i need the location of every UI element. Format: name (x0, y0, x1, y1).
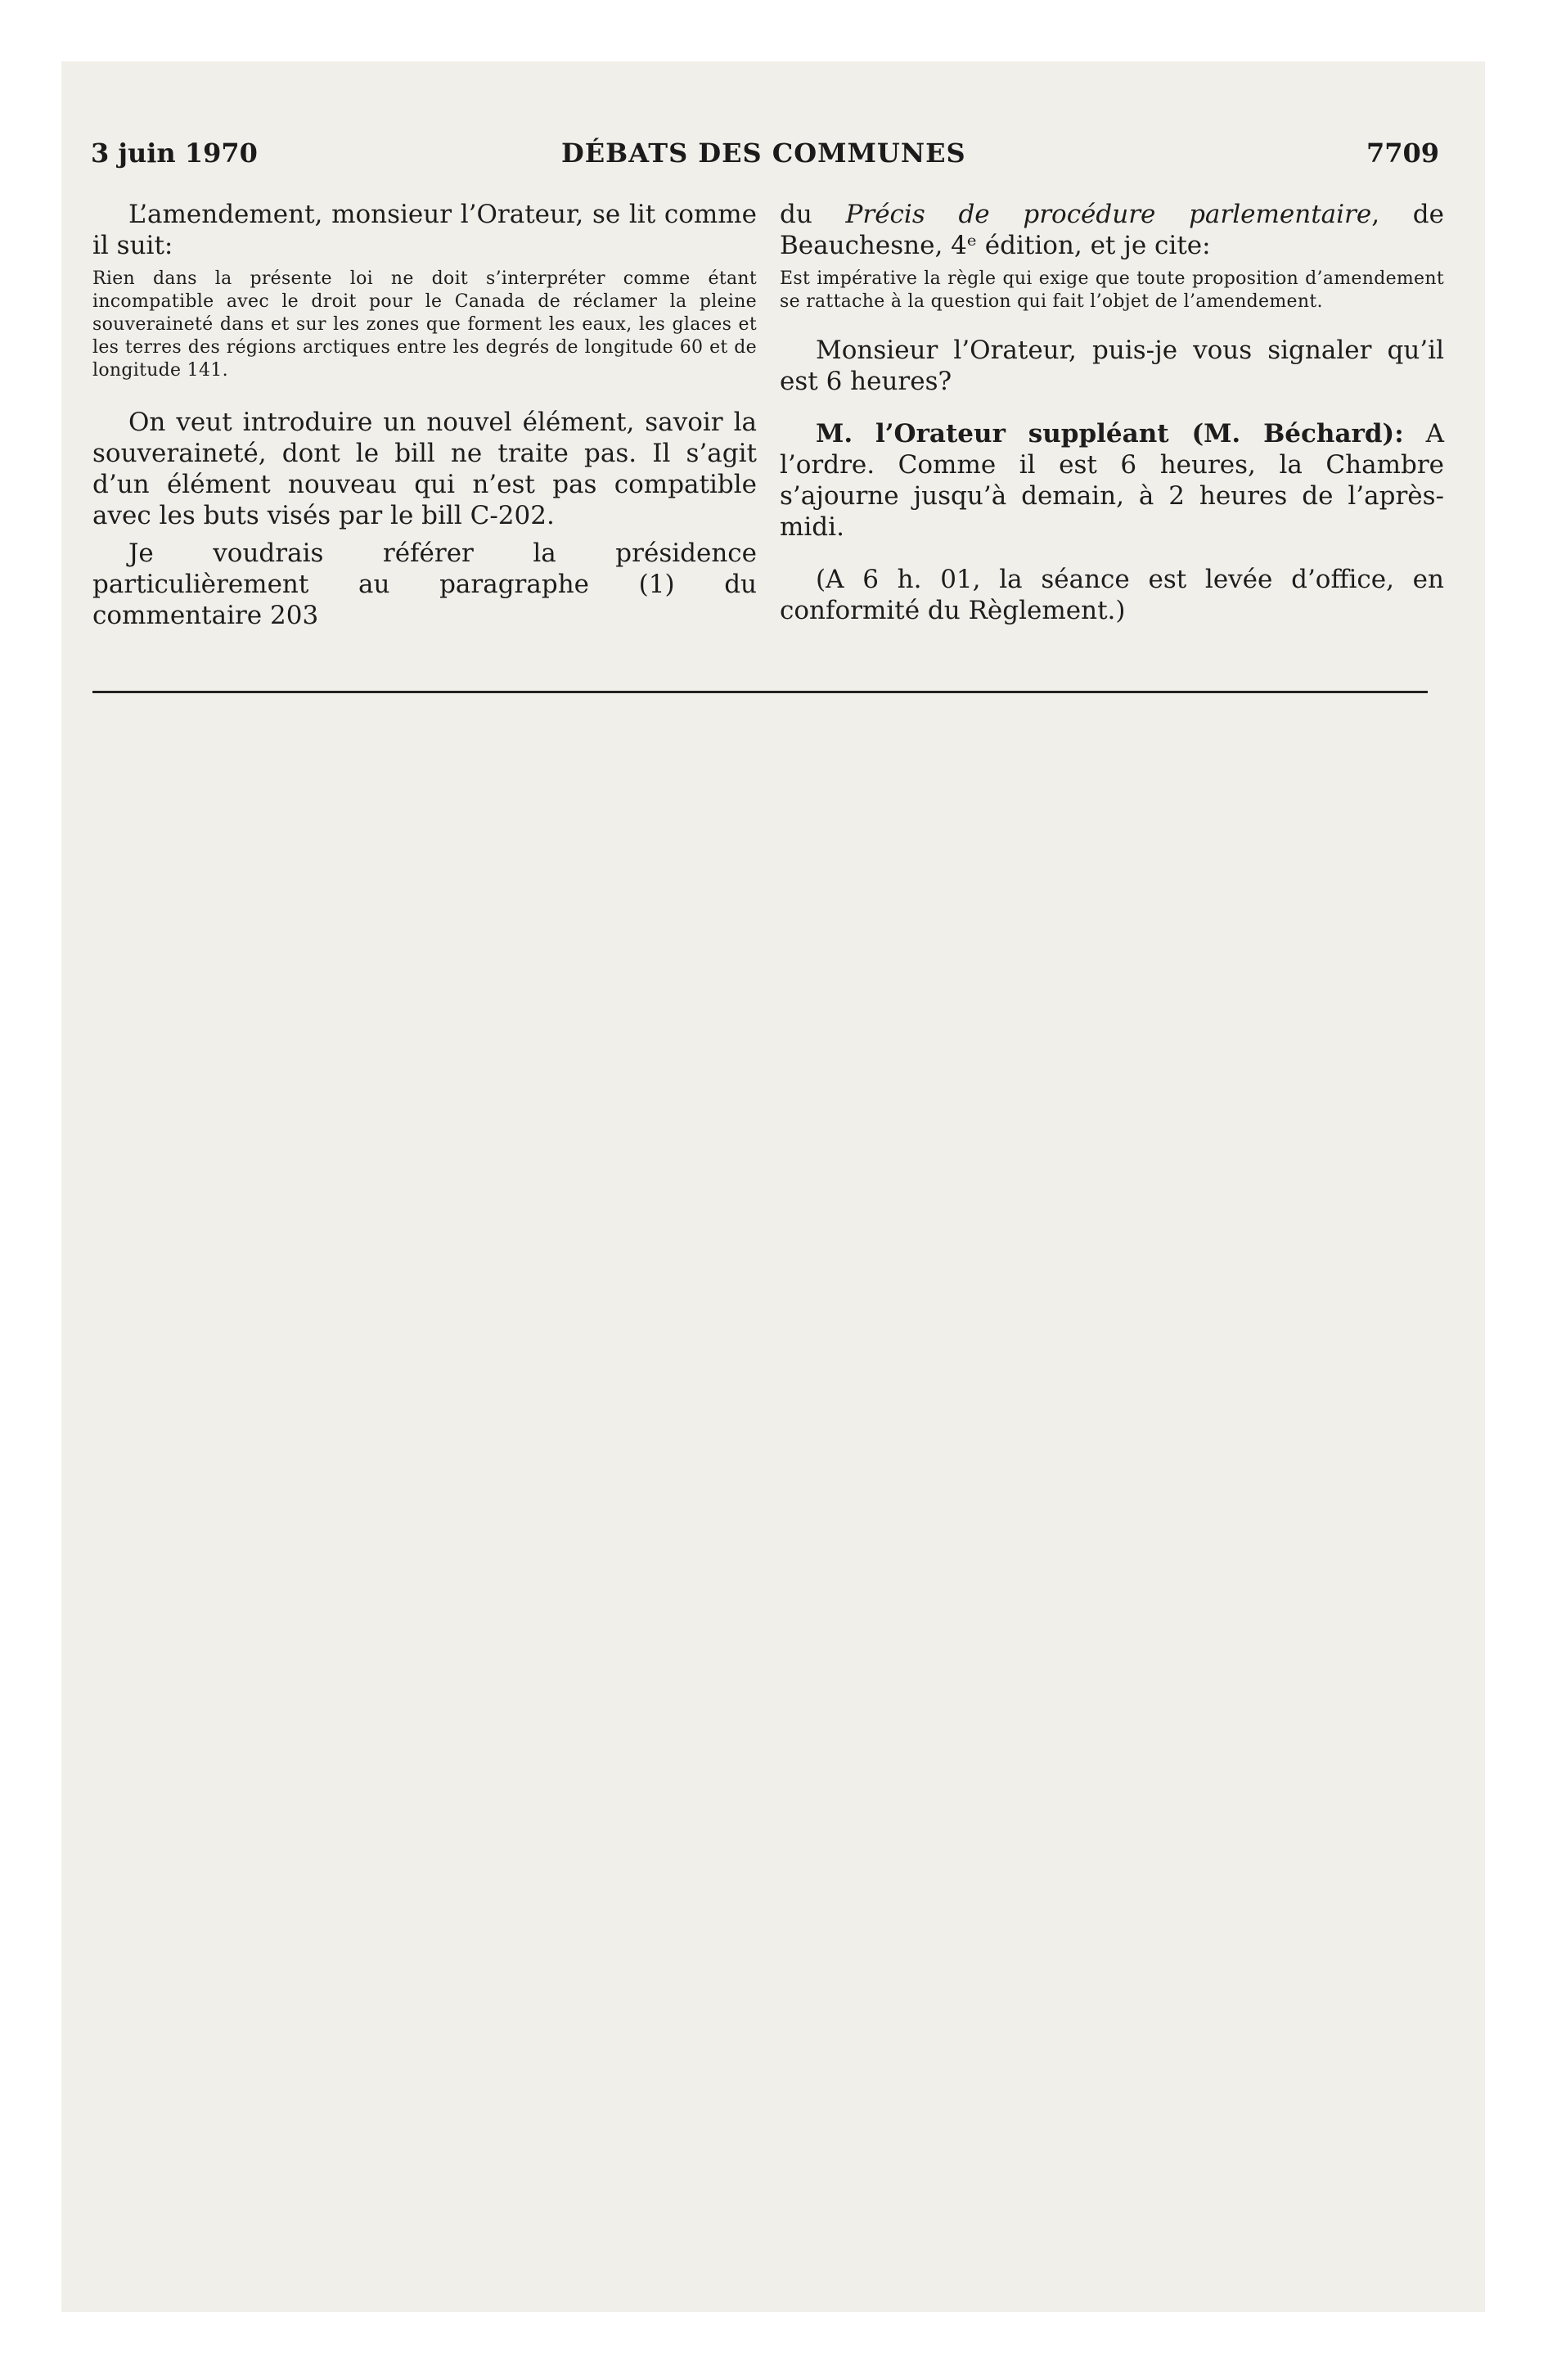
end-rule (92, 691, 1428, 693)
header-date: 3 juin 1970 (91, 137, 258, 169)
header-page-number: 7709 (1366, 137, 1440, 169)
adjournment-note: (A 6 h. 01, la séance est levée d’office, en conformité du Règlement.) (780, 565, 1444, 625)
left-paragraph-1: L’amendement, monsieur l’Orateur, se lit comme il suit: (92, 200, 757, 260)
book-title: Précis de procédure parlementaire (845, 200, 1372, 229)
right-paragraph-1-start: du (780, 200, 846, 229)
right-column (780, 199, 1444, 626)
speaker-name: M. l’Orateur suppléant (M. Béchard): (816, 419, 1404, 449)
right-paragraph-1-end: , de Beauchesne, 4ᵉ édition, et je cite: (780, 200, 1444, 260)
beauchesne-quote: Est impérative la règle qui exige que toute proposition d’amendement se rattache à la question qui fait l’objet de l’amendement. (780, 268, 1444, 312)
right-paragraph-2: Monsieur l’Orateur, puis-je vous signaler qu’il est 6 heures? (780, 336, 1444, 396)
right-paragraph-3 (780, 418, 1444, 543)
amendment-quote: Rien dans la présente loi ne doit s’interpréter comme étant incompatible avec le droit pour le Canada de réclamer la pleine souveraineté dans et sur les zones que forment les eaux, les glaces et les terres des régions arctiques entre les degrés de longitude 60 et de longitude 141. (92, 268, 757, 381)
speaker-remark: A l’ordre. Comme il est 6 heures, la Chambre s’ajourne jusqu’à demain, à 2 heures de l’après-midi. (780, 419, 1444, 542)
header-title: DÉBATS DES COMMUNES (561, 137, 966, 169)
right-paragraph-1 (780, 199, 1444, 261)
left-column (92, 199, 757, 631)
left-paragraph-2: On veut introduire un nouvel élément, savoir la souveraineté, dont le bill ne traite pas. Il s’agit d’un élément nouveau qui n’est pas compatible avec les buts visés par le bill C-202. (92, 408, 757, 530)
left-paragraph-3: Je voudrais référer la présidence particulièrement au paragraphe (1) du commentaire 203 (92, 539, 757, 630)
